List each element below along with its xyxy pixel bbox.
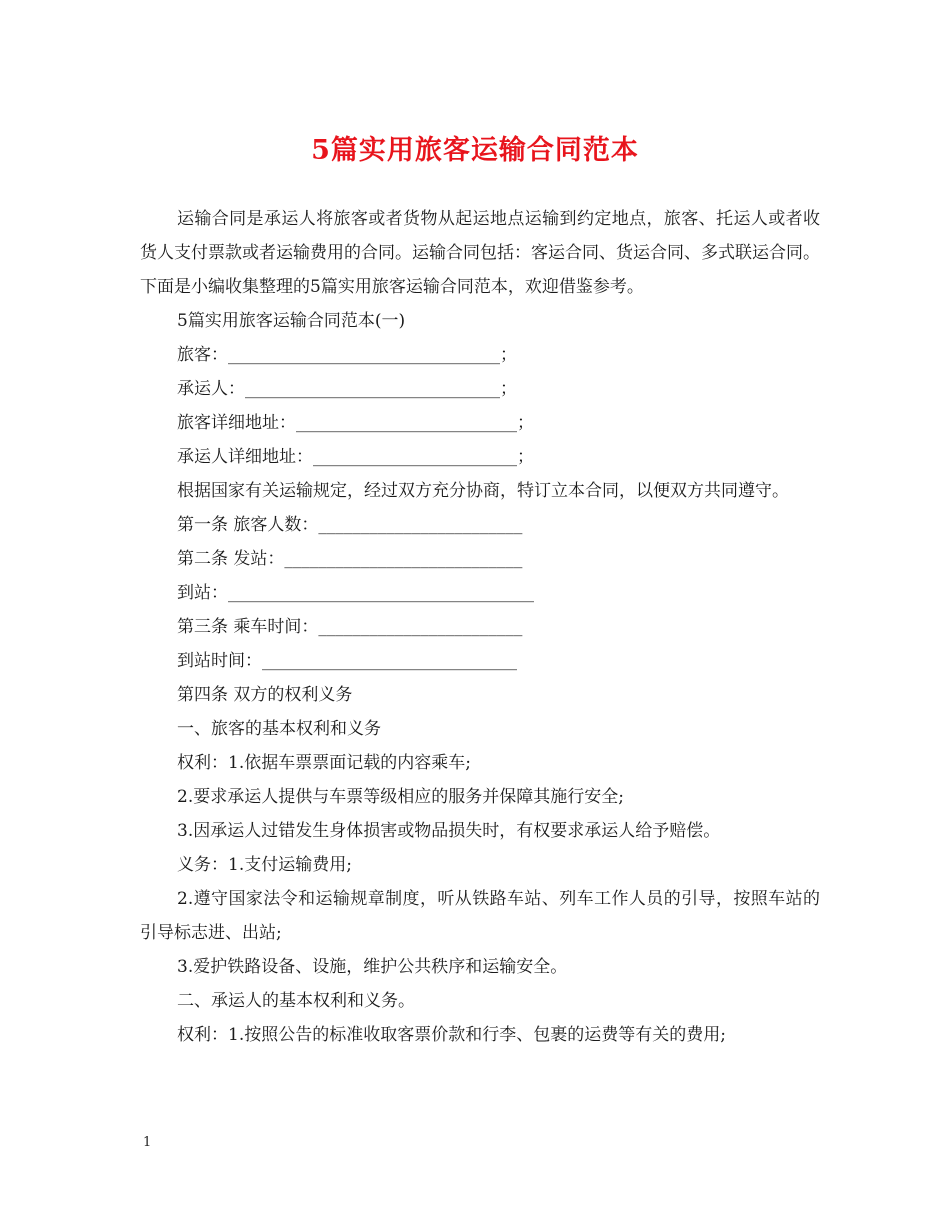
intro-paragraph: 运输合同是承运人将旅客或者货物从起运地点运输到约定地点，旅客、托运人或者收货人支付票款或者运输费用的合同。运输合同包括：客运合同、货运合同、多式联运合同。下面是小编收集整理的5篇实用旅客运输合同范本，欢迎借鉴参考。 — [140, 209, 820, 297]
section-1-heading: 一、旅客的基本权利和义务 — [177, 719, 381, 739]
carrier-address-field: 承运人详细地址：________________________； — [177, 447, 534, 467]
passenger-field: 旅客：________________________________； — [177, 345, 517, 365]
arrival-time-field: 到站时间：______________________________ — [177, 651, 517, 671]
article-2-departure-station: 第二条 发站：____________________________ — [177, 549, 523, 569]
passenger-address-field: 旅客详细地址：__________________________； — [177, 413, 534, 433]
section-2-heading: 二、承运人的基本权利和义务。 — [177, 991, 415, 1011]
preamble-paragraph: 根据国家有关运输规定，经过双方充分协商，特订立本合同，以便双方共同遵守。 — [177, 481, 789, 501]
passenger-duty-2: 2.遵守国家法令和运输规章制度，听从铁路车站、列车工作人员的引导，按照车站的引导标志进、出站; — [140, 889, 820, 943]
article-4-heading: 第四条 双方的权利义务 — [177, 685, 353, 705]
passenger-duty-3: 3.爱护铁路设备、设施，维护公共秩序和运输安全。 — [177, 957, 568, 977]
passenger-right-3: 3.因承运人过错发生身体损害或物品损失时，有权要求承运人给予赔偿。 — [177, 821, 721, 841]
page-number: 1 — [143, 1135, 152, 1150]
arrival-station-field: 到站：____________________________________ — [177, 583, 534, 603]
sample-heading: 5篇实用旅客运输合同范本(一) — [177, 311, 406, 331]
article-1-passenger-count: 第一条 旅客人数：________________________ — [177, 515, 523, 535]
document-body — [140, 202, 820, 1052]
passenger-duty-1: 义务：1.支付运输费用; — [177, 855, 352, 875]
passenger-right-1: 权利：1.依据车票票面记载的内容乘车; — [177, 753, 471, 773]
document-title: 5篇实用旅客运输合同范本 — [311, 135, 639, 166]
article-3-boarding-time: 第三条 乘车时间：________________________ — [177, 617, 523, 637]
passenger-right-2: 2.要求承运人提供与车票等级相应的服务并保障其施行安全; — [177, 787, 624, 807]
carrier-right-1: 权利：1.按照公告的标准收取客票价款和行李、包裹的运费等有关的费用; — [177, 1025, 726, 1045]
carrier-field: 承运人：______________________________； — [177, 379, 517, 399]
